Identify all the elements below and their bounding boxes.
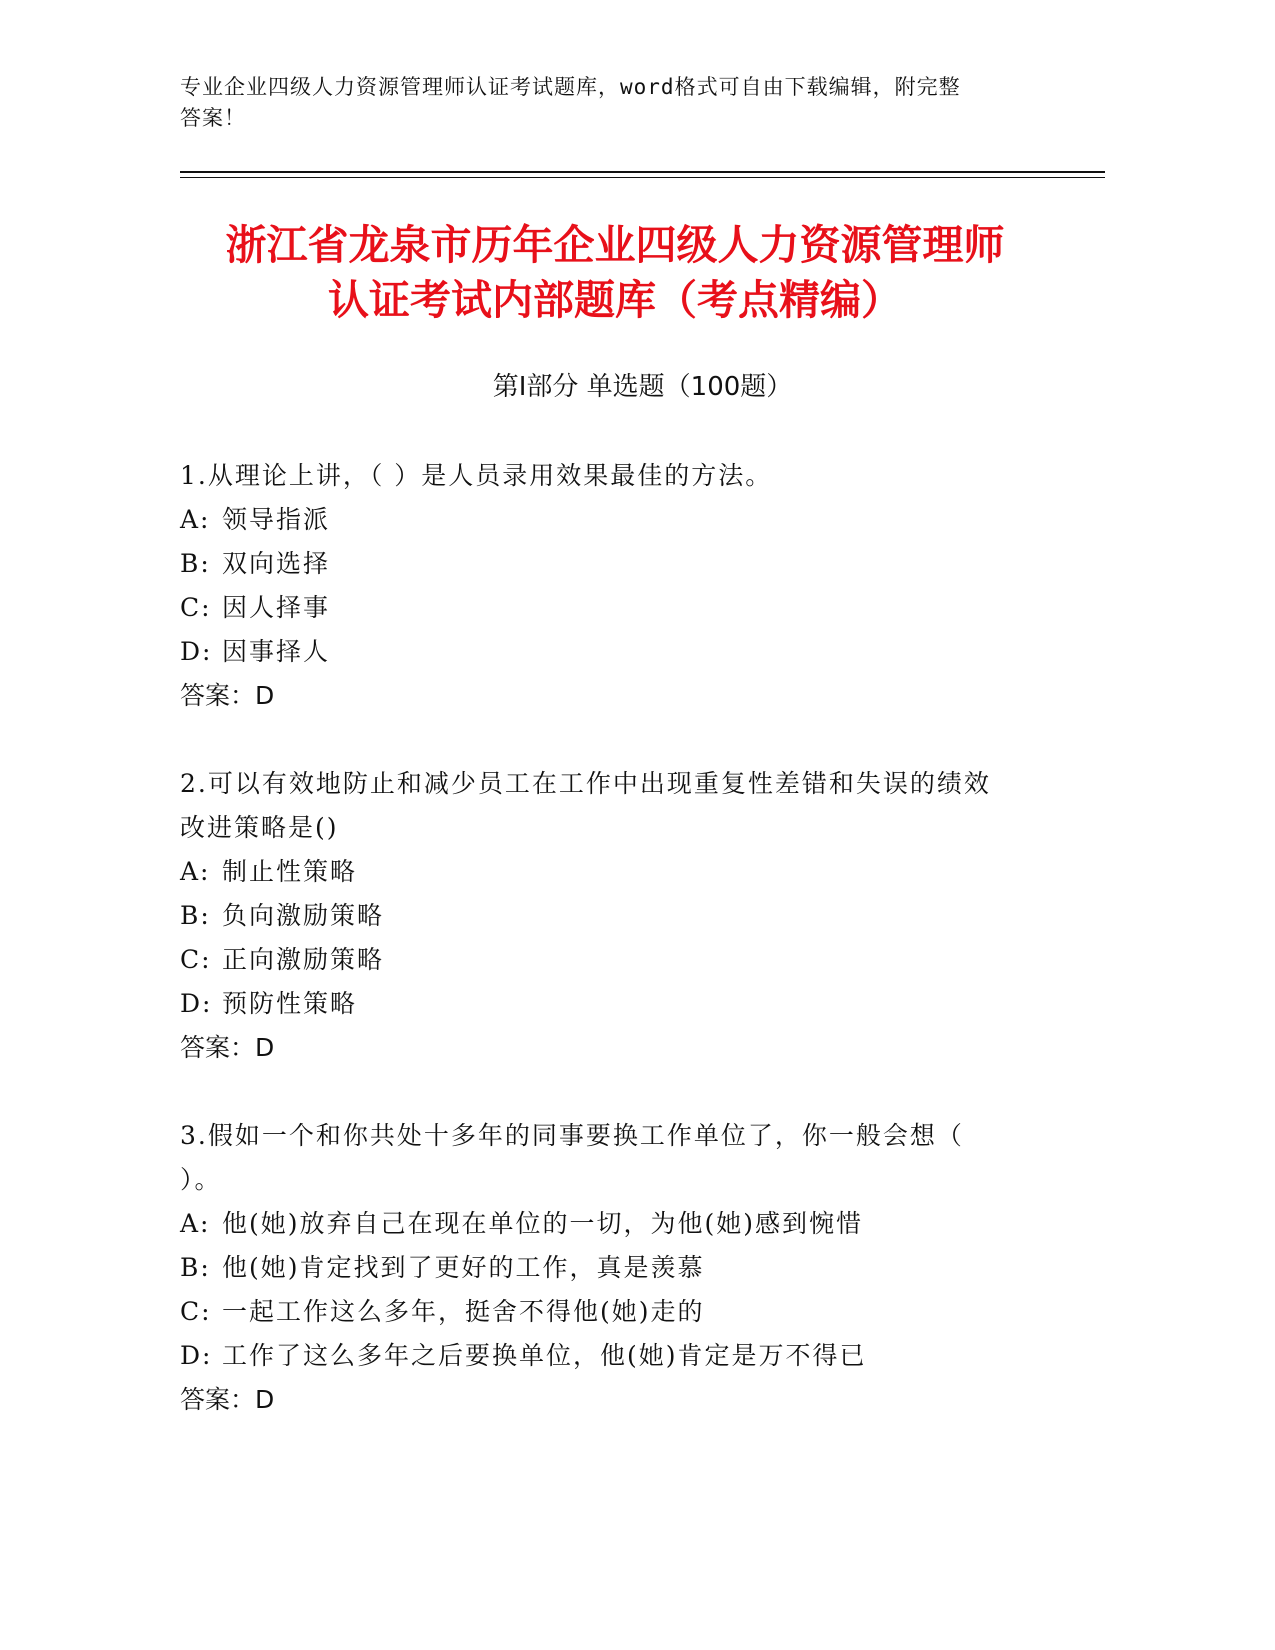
question-2-option-a <box>180 850 1040 894</box>
document-title-line-1: 浙江省龙泉市历年企业四级人力资源管理师 <box>225 221 1005 269</box>
question-2-option-c <box>180 938 1040 982</box>
question-1-answer: 答案：D <box>180 681 275 710</box>
option-key: B: <box>180 901 211 930</box>
option-key: B: <box>180 1253 211 1282</box>
option-text: 他(她)放弃自己在现在单位的一切，为他(她)感到惋惜 <box>222 1209 864 1238</box>
option-text: 负向激励策略 <box>222 901 385 930</box>
question-1-stem: 1.从理论上讲，（ ）是人员录用效果最佳的方法。 <box>180 461 773 490</box>
document-title <box>150 218 1080 328</box>
option-text: 他(她)肯定找到了更好的工作，真是羡慕 <box>222 1253 705 1282</box>
question-3 <box>180 1114 1040 1422</box>
option-text: 预防性策略 <box>222 989 358 1018</box>
header-note-line-2: 答案！ <box>180 106 246 130</box>
question-1-option-a <box>180 498 1040 542</box>
option-key: C: <box>180 593 212 622</box>
header-note <box>180 72 1060 134</box>
option-text: 因事择人 <box>222 637 331 666</box>
option-text: 制止性策略 <box>222 857 358 886</box>
question-list <box>180 454 1040 1466</box>
option-key: A: <box>180 505 211 534</box>
header-divider-thin <box>180 177 1105 178</box>
option-key: D: <box>180 1341 213 1370</box>
option-text: 正向激励策略 <box>222 945 385 974</box>
question-3-answer: 答案：D <box>180 1385 275 1414</box>
question-2-stem-line-2: 改进策略是() <box>180 813 339 842</box>
question-3-option-c <box>180 1290 1040 1334</box>
question-1-option-c <box>180 586 1040 630</box>
question-2 <box>180 762 1040 1070</box>
option-text: 一起工作这么多年，挺舍不得他(她)走的 <box>222 1297 705 1326</box>
option-key: D: <box>180 637 213 666</box>
section-title: 第Ⅰ部分 单选题（100题） <box>492 372 793 402</box>
document-title-line-2: 认证考试内部题库（考点精编） <box>328 276 902 324</box>
option-key: C: <box>180 945 212 974</box>
question-3-option-d <box>180 1334 1040 1378</box>
option-text: 双向选择 <box>222 549 331 578</box>
option-text: 因人择事 <box>222 593 331 622</box>
option-key: C: <box>180 1297 212 1326</box>
question-1 <box>180 454 1040 718</box>
question-3-option-a <box>180 1202 1040 1246</box>
question-2-stem-line-1: 2.可以有效地防止和减少员工在工作中出现重复性差错和失误的绩效 <box>180 769 991 798</box>
option-key: B: <box>180 549 211 578</box>
question-3-stem-line-1: 3.假如一个和你共处十多年的同事要换工作单位了，你一般会想（ <box>180 1121 964 1150</box>
option-key: A: <box>180 1209 211 1238</box>
question-3-stem-line-2: ）。 <box>180 1165 222 1194</box>
question-1-option-d <box>180 630 1040 674</box>
question-1-option-b <box>180 542 1040 586</box>
question-2-option-d <box>180 982 1040 1026</box>
question-2-option-b <box>180 894 1040 938</box>
question-3-option-b <box>180 1246 1040 1290</box>
option-text: 领导指派 <box>222 505 331 534</box>
option-text: 工作了这么多年之后要换单位，他(她)肯定是万不得已 <box>222 1341 867 1370</box>
question-2-answer: 答案：D <box>180 1033 275 1062</box>
header-divider-thick <box>180 171 1105 173</box>
option-key: A: <box>180 857 211 886</box>
option-key: D: <box>180 989 213 1018</box>
header-note-line-1: 专业企业四级人力资源管理师认证考试题库，word格式可自由下载编辑，附完整 <box>180 75 961 99</box>
